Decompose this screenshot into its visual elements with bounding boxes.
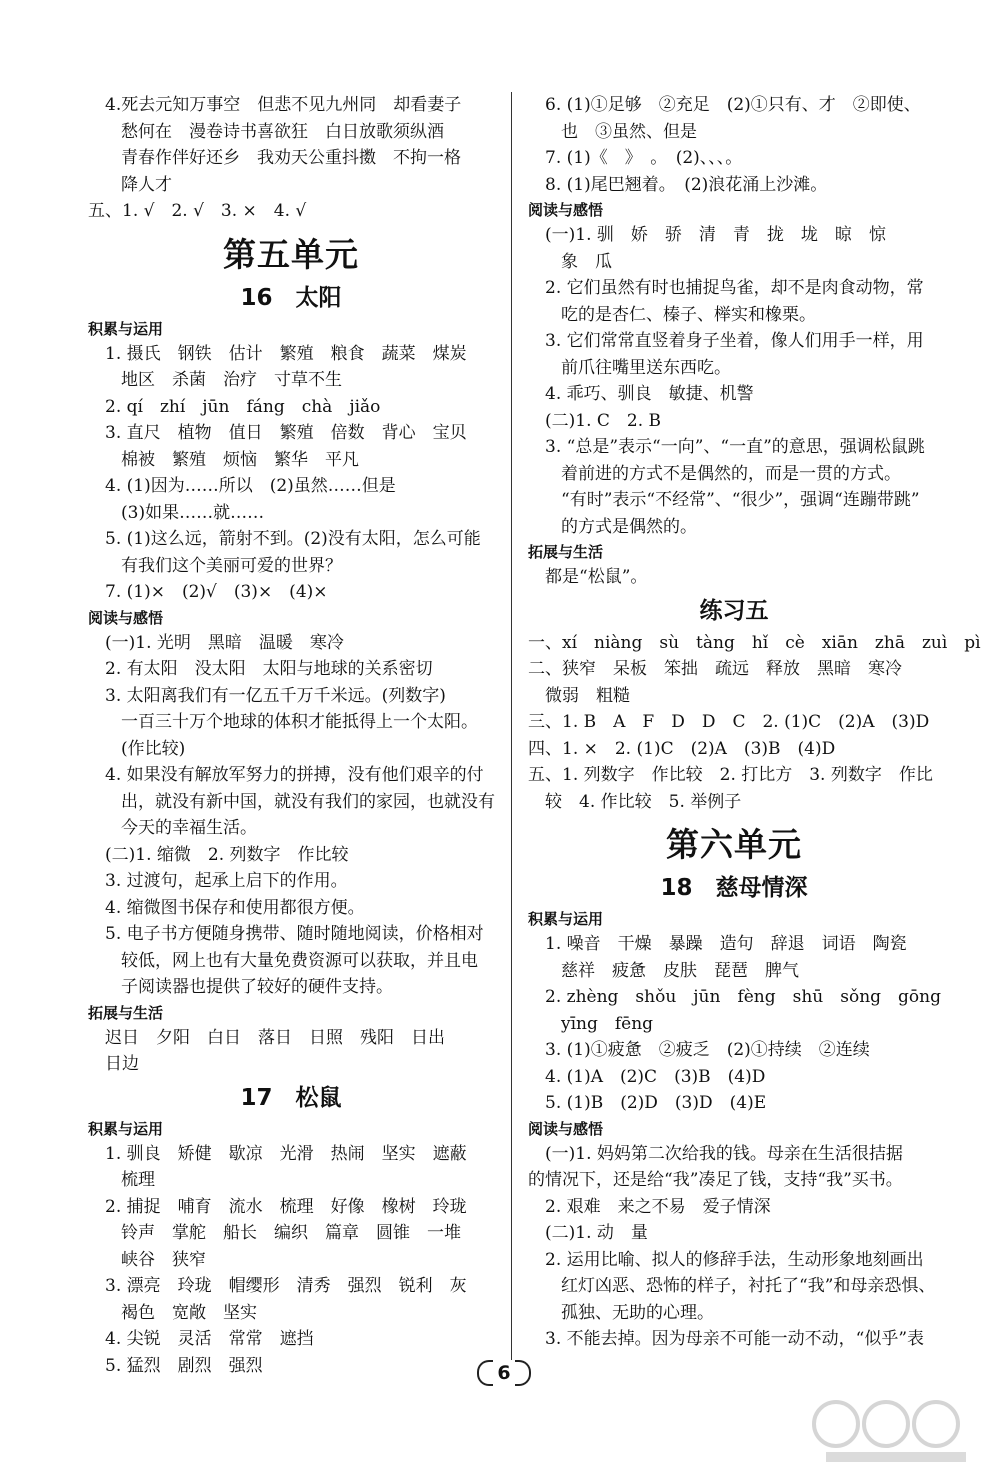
answer-line: 3. 太阳离我们有一亿五千万千米远。(列数字) — [105, 685, 446, 706]
answer-line: 前爪往嘴里送东西吃。 — [561, 357, 731, 378]
answer-line: 2. qí zhí jūn fáng chà jiǎo — [105, 396, 381, 417]
answer-line: 降人才 — [121, 174, 172, 195]
answer-line: 5. 猛烈 剧烈 强烈 — [105, 1355, 263, 1376]
answer-line: 有我们这个美丽可爱的世界？ — [121, 555, 342, 576]
answer-line: 4. (1)因为……所以 (2)虽然……但是 — [105, 476, 396, 496]
answer-line: 2. 有太阳 没太阳 太阳与地球的关系密切 — [105, 659, 433, 679]
answer-line: 3. 直尺 植物 值日 繁殖 倍数 背心 宝贝 — [105, 423, 467, 443]
answer-line: 吃的是杏仁、榛子、榉实和橡栗。 — [561, 304, 816, 325]
answer-line: 迟日 夕阳 白日 落日 日照 残阳 日出 — [105, 1027, 445, 1048]
answer-line: 棉被 繁殖 烦恼 繁华 平凡 — [121, 449, 359, 470]
answer-line: 1. 摄氏 钢铁 估计 繁殖 粮食 蔬菜 煤炭 — [105, 343, 467, 364]
answer-line: 微弱 粗糙 — [545, 685, 630, 706]
answer-line: 2. 它们虽然有时也捕捉鸟雀，却不是肉食动物，常 — [545, 278, 924, 298]
answer-line: 7. (1)《 》 。 (2)、、、。 — [545, 148, 743, 168]
section-heading: 阅读与感悟 — [528, 201, 604, 219]
lesson-heading: 16 太阳 — [240, 284, 342, 311]
page-number-bracket-right — [515, 1360, 531, 1386]
page-number-value: 6 — [497, 1361, 511, 1384]
answer-line: 都是“松鼠”。 — [545, 567, 648, 587]
answer-line: 5. (1)这么远，箭射不到。(2)没有太阳，怎么可能 — [105, 529, 481, 549]
answer-line: 3. 过渡句，起承上启下的作用。 — [105, 871, 348, 891]
answer-line: 1. 噪音 干燥 暴躁 造句 辞退 词语 陶瓷 — [545, 934, 907, 954]
answer-line: 4.死去元知万事空 但悲不见九州同 却看妻子 — [105, 95, 462, 115]
answer-line: 象 瓜 — [561, 251, 612, 272]
answer-line: 2. 运用比喻、拟人的修辞手法，生动形象地刻画出 — [545, 1249, 924, 1270]
answer-line: 五、1. √ 2. √ 3. × 4. √ — [88, 201, 307, 221]
answer-line: 日边 — [105, 1054, 139, 1074]
answer-line: 梳理 — [121, 1170, 155, 1190]
answer-line: 的方式是偶然的。 — [561, 516, 697, 537]
answer-line: 子阅读器也提供了较好的硬件支持。 — [121, 977, 393, 997]
answer-line: 着前进的方式不是偶然的，而是一贯的方式。 — [561, 463, 901, 484]
answer-line: 2. 艰难 来之不易 爱子情深 — [545, 1196, 771, 1217]
right-column — [528, 92, 981, 1353]
answer-line: 地区 杀菌 治疗 寸草不生 — [121, 370, 342, 390]
answer-line: 今天的幸福生活。 — [121, 818, 257, 838]
answer-line: 二、狭窄 呆板 笨拙 疏远 释放 黑暗 寒冷 — [528, 659, 902, 679]
unit-heading: 第五单元 — [223, 234, 359, 274]
section-heading: 拓展与生活 — [528, 543, 604, 561]
page-number — [474, 1358, 534, 1386]
answer-line: 红灯凶恶、恐怖的样子，衬托了“我”和母亲恐惧、 — [561, 1276, 936, 1296]
answer-line: 4. (1)A (2)C (3)B (4)D — [545, 1066, 766, 1087]
answer-line: (一)1. 驯 娇 骄 清 青 拢 垅 晾 惊 — [545, 225, 886, 245]
section-heading: 拓展与生活 — [88, 1003, 164, 1022]
answer-line: (作比较) — [121, 738, 186, 759]
answer-line: 2. zhèng shǒu jūn fèng shū sǒng gōng — [545, 987, 941, 1007]
answer-line: 褐色 宽敞 坚实 — [121, 1302, 257, 1323]
answer-line: 8. (1)尾巴翘着。 (2)浪花涌上沙滩。 — [545, 174, 828, 195]
answer-line: (一)1. 妈妈第二次给我的钱。母亲在生活很拮据 — [545, 1143, 903, 1164]
answer-line: 1. 驯良 矫健 歇凉 光滑 热闹 坚实 遮蔽 — [105, 1143, 467, 1164]
answer-line: (3)如果……就…… — [121, 502, 265, 523]
section-heading: 阅读与感悟 — [528, 1119, 604, 1138]
section-heading: 阅读与感悟 — [88, 608, 164, 627]
answer-line: 4. 尖锐 灵活 常常 遮挡 — [105, 1329, 314, 1349]
lesson-heading: 17 松鼠 — [240, 1084, 342, 1111]
answer-line: yīng fēng — [561, 1013, 654, 1034]
answer-line: 慈祥 疲惫 皮肤 琵琶 脾气 — [561, 960, 799, 981]
unit-heading: 第六单元 — [666, 825, 802, 864]
watermark-logo — [806, 1396, 986, 1466]
answer-line: 较低，网上也有大量免费资源可以获取，并且电 — [121, 950, 478, 971]
answer-line: (二)1. C 2. B — [545, 410, 662, 431]
answer-line: 愁何在 漫卷诗书喜欲狂 白日放歌须纵酒 — [121, 121, 444, 142]
column-divider — [511, 92, 512, 1360]
answer-line: (一)1. 光明 黑暗 温暖 寒冷 — [105, 632, 344, 653]
answer-line: 3. 漂亮 玲珑 帽缨形 清秀 强烈 锐利 灰 — [105, 1276, 467, 1296]
answer-line: 3. (1)①疲惫 ②疲乏 (2)①持续 ②连续 — [545, 1040, 870, 1060]
answer-line: 7. (1)× (2)√ (3)× (4)× — [105, 582, 328, 602]
answer-line: (二)1. 缩微 2. 列数字 作比较 — [105, 844, 349, 865]
answer-line: 峡谷 狭窄 — [121, 1249, 206, 1270]
answer-line: 3. 不能去掉。因为母亲不可能一动不动，“似乎”表 — [545, 1329, 925, 1349]
answer-line: 一、xí niàng sù tàng hǐ cè xiān zhā zuì pì — [528, 632, 981, 653]
answer-line: 一百三十万个地球的体积才能抵得上一个太阳。 — [121, 712, 478, 732]
answer-line: 的情况下，还是给“我”凑足了钱，支持“我”买书。 — [528, 1170, 903, 1190]
answer-line: 三、1. B A F D D C 2. (1)C (2)A (3)D — [528, 712, 930, 732]
answer-line: 铃声 掌舵 船长 编织 篇章 圆锥 一堆 — [121, 1223, 461, 1243]
answer-line: 出，就没有新中国，就没有我们的家园，也就没有 — [121, 791, 495, 812]
answer-line: “有时”表示“不经常”、“很少”，强调“连蹦带跳” — [561, 490, 920, 510]
answer-line: 较 4. 作比较 5. 举例子 — [545, 791, 742, 812]
left-column — [88, 92, 494, 1379]
answer-line: 3. 它们常常直竖着身子坐着，像人们用手一样，用 — [545, 331, 924, 351]
page-number-bracket-left — [477, 1360, 493, 1386]
section-heading: 积累与运用 — [88, 1119, 164, 1138]
answer-line: 5. (1)B (2)D (3)D (4)E — [545, 1093, 767, 1113]
answer-line: 3. “总是”表示“一向”、“一直”的意思，强调松鼠跳 — [545, 437, 925, 457]
answer-line: 4. 缩微图书保存和使用都很方便。 — [105, 897, 365, 918]
lesson-heading: 18 慈母情深 — [660, 875, 808, 901]
answer-line: (二)1. 动 量 — [545, 1223, 648, 1243]
answer-line: 5. 电子书方便随身携带、随时随地阅读，价格相对 — [105, 924, 484, 944]
answer-line: 青春作伴好还乡 我劝天公重抖擞 不拘一格 — [121, 148, 461, 168]
answer-line: 2. 捕捉 哺育 流水 梳理 好像 橡树 玲珑 — [105, 1196, 467, 1217]
answer-line: 也 ③虽然、但是 — [561, 121, 697, 142]
section-heading: 积累与运用 — [88, 319, 164, 338]
answer-line: 6. (1)①足够 ②充足 (2)①只有、才 ②即使、 — [545, 95, 921, 115]
answer-line: 孤独、无助的心理。 — [561, 1302, 714, 1323]
answer-line: 4. 如果没有解放军努力的拼搏，没有他们艰辛的付 — [105, 765, 484, 785]
answer-line: 五、1. 列数字 作比较 2. 打比方 3. 列数字 作比 — [528, 765, 933, 785]
section-heading: 积累与运用 — [528, 910, 604, 928]
answer-line: 四、1. × 2. (1)C (2)A (3)B (4)D — [528, 738, 836, 759]
lesson-heading: 练习五 — [699, 597, 769, 624]
answer-line: 4. 乖巧、驯良 敏捷、机警 — [545, 384, 754, 404]
